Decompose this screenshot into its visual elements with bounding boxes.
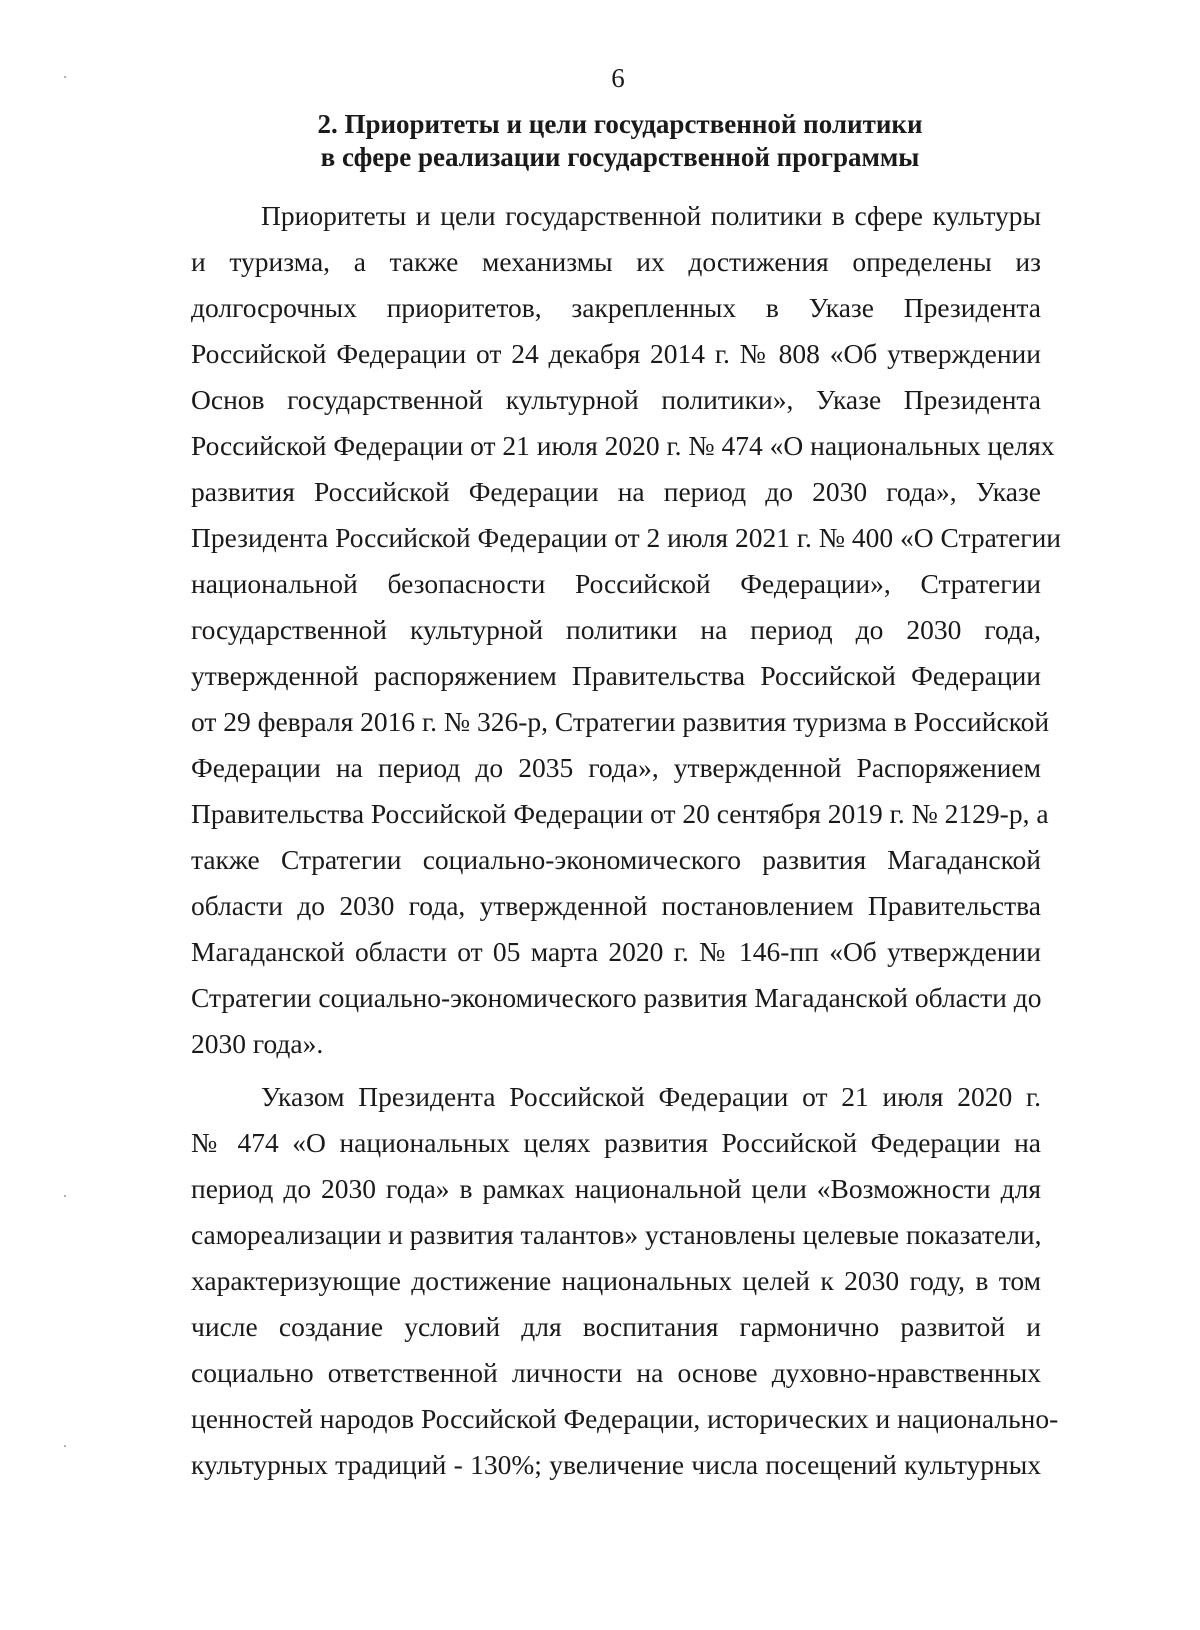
text-line: Президента Российской Федерации от 2 июля 2021 г. № 400 «О Стратегии xyxy=(191,522,1061,553)
text-line: самореализации и развития талантов» установлены целевые показатели, xyxy=(191,1219,1042,1250)
text-line: Указом Президента Российской Федерации от 21 июля 2020 г. xyxy=(261,1081,1041,1112)
scan-speck xyxy=(64,1195,66,1197)
heading-line: 2. Приоритеты и цели государственной политики xyxy=(317,109,923,139)
text-line: Приоритеты и цели государственной политики в сфере культуры xyxy=(261,200,1041,231)
text-line: Федерации на период до 2035 года», утвержденной Распоряжением xyxy=(191,752,1041,783)
text-line: культурных традиций - 130%; увеличение числа посещений культурных xyxy=(191,1449,1041,1480)
text-line: Основ государственной культурной политики», Указе Президента xyxy=(191,384,1041,415)
body-text xyxy=(191,193,1061,1488)
text-line: области до 2030 года, утвержденной постановлением Правительства xyxy=(191,890,1041,921)
text-line: развития Российской Федерации на период до 2030 года», Указе xyxy=(191,476,1041,507)
text-line: социально ответственной личности на основе духовно-нравственных xyxy=(191,1357,1041,1388)
text-line: Правительства Российской Федерации от 20 сентября 2019 г. № 2129-р, а xyxy=(191,798,1049,829)
text-line: Российской Федерации от 21 июля 2020 г. № 474 «О национальных целях xyxy=(191,430,1055,461)
text-line: государственной культурной политики на период до 2030 года, xyxy=(191,614,1041,645)
text-line: период до 2030 года» в рамках национальной цели «Возможности для xyxy=(191,1173,1041,1204)
text-line: Российской Федерации от 24 декабря 2014 г. № 808 «Об утверждении xyxy=(191,338,1041,369)
page-number: 6 xyxy=(611,63,625,93)
text-line: национальной безопасности Российской Федерации», Стратегии xyxy=(191,568,1041,599)
section-heading xyxy=(190,108,1050,174)
scan-speck xyxy=(64,1445,66,1447)
text-line: характеризующие достижение национальных целей к 2030 году, в том xyxy=(191,1265,1041,1296)
text-line: утвержденной распоряжением Правительства Российской Федерации xyxy=(191,660,1041,691)
heading-line: в сфере реализации государственной программы xyxy=(320,142,920,172)
text-line: и туризма, а также механизмы их достижения определены из xyxy=(191,246,1041,277)
text-line: также Стратегии социально-экономического развития Магаданской xyxy=(191,844,1041,875)
text-line: долгосрочных приоритетов, закрепленных в Указе Президента xyxy=(191,292,1041,323)
text-line: числе создание условий для воспитания гармонично развитой и xyxy=(191,1311,1041,1342)
text-line: № 474 «О национальных целях развития Российской Федерации на xyxy=(191,1127,1041,1158)
text-line: Магаданской области от 05 марта 2020 г. № 146-пп «Об утверждении xyxy=(191,936,1041,967)
text-line: ценностей народов Российской Федерации, исторических и национально- xyxy=(191,1403,1059,1434)
text-line: Стратегии социально-экономического развития Магаданской области до xyxy=(191,982,1042,1013)
text-line: 2030 года». xyxy=(191,1028,324,1059)
text-line: от 29 февраля 2016 г. № 326-р, Стратегии развития туризма в Российской xyxy=(191,706,1050,737)
